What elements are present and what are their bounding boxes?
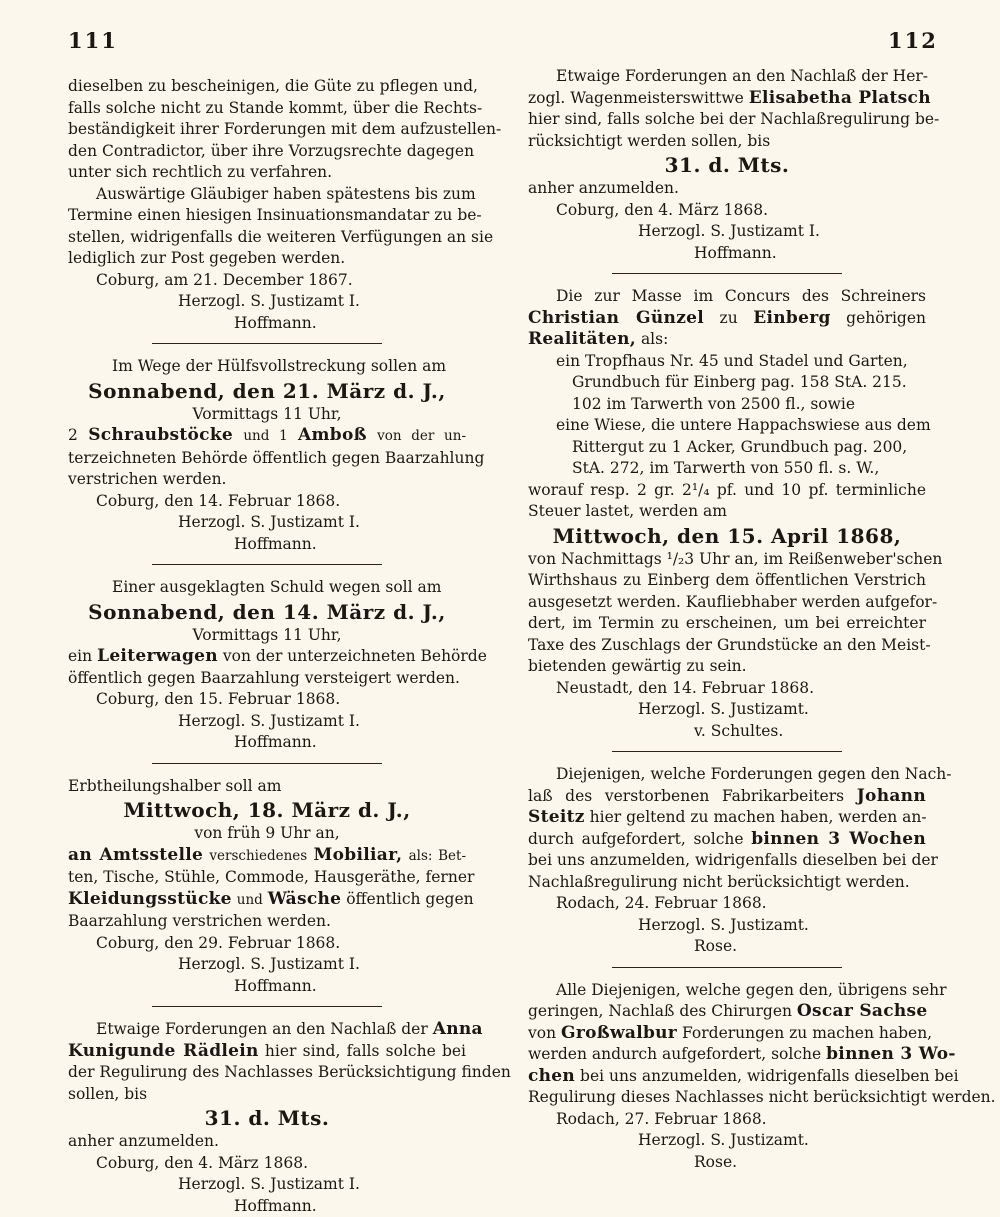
person-name: Kunigunde Rädlein — [68, 1041, 259, 1061]
signatory: Hoffmann. — [528, 243, 926, 265]
text-line: Die zur Masse im Concurs des Schreiners — [528, 286, 926, 308]
deadline: binnen 3 Wochen — [751, 829, 926, 849]
text-line: eine Wiese, die untere Happachswiese aus dem — [528, 415, 926, 437]
place-date: Coburg, den 4. März 1868. — [528, 200, 926, 222]
deadline-date: 31. d. Mts. — [68, 1105, 466, 1131]
text-line — [528, 1001, 926, 1023]
signatory: Rose. — [528, 1152, 926, 1174]
text-line: bei uns anzumelden, widrigenfalls dieselben bei der — [528, 850, 926, 872]
person-name: Anna — [433, 1019, 483, 1039]
text-line — [68, 1041, 466, 1063]
text-line: Vormittags 11 Uhr, — [68, 625, 466, 647]
person-name: Oscar Sachse — [797, 1001, 928, 1021]
item-name: Amboß — [298, 425, 367, 445]
text-span: verschiedenes — [209, 848, 307, 864]
right-column — [528, 66, 926, 1173]
text-line: Steuer lastet, werden am — [528, 501, 926, 523]
text-line: 102 im Tarwerth von 2500 fl., sowie — [528, 394, 926, 416]
place-date: Coburg, den 4. März 1868. — [68, 1153, 466, 1175]
text-span: von der un- — [377, 428, 466, 444]
text-line: falls solche nicht zu Stande kommt, über die Rechts- — [68, 98, 466, 120]
text-line: unter sich rechtlich zu verfahren. — [68, 162, 466, 184]
text-span: Forderungen zu machen haben, — [682, 1024, 932, 1042]
text-line: terzeichneten Behörde öffentlich gegen Baarzahlung — [68, 448, 466, 470]
text-line: der Regulirung des Nachlasses Berücksichtigung finden — [68, 1062, 466, 1084]
page-number-right: 112 — [888, 30, 938, 52]
divider — [612, 273, 843, 274]
text-line: Regulirung dieses Nachlasses nicht berücksichtigt werden. — [528, 1087, 926, 1109]
text-line — [68, 646, 466, 668]
notice-auction-furniture — [68, 776, 466, 998]
text-line — [528, 1044, 926, 1066]
item-name: Realitäten, — [528, 329, 636, 349]
signatory: Hoffmann. — [68, 732, 466, 754]
place-date: Coburg, den 15. Februar 1868. — [68, 689, 466, 711]
text-line: Etwaige Forderungen an den Nachlaß der Her- — [528, 66, 926, 88]
issuing-authority: Herzogl. S. Justizamt. — [528, 915, 926, 937]
text-line: Erbtheilungshalber soll am — [68, 776, 466, 798]
text-span: öffentlich gegen — [346, 890, 473, 908]
item-name: Kleidungsstücke — [68, 889, 232, 909]
issuing-authority: Herzogl. S. Justizamt I. — [68, 512, 466, 534]
text-span: zu — [720, 309, 738, 327]
text-line: öffentlich gegen Baarzahlung versteigert werden. — [68, 668, 466, 690]
issuing-authority: Herzogl. S. Justizamt. — [528, 1130, 926, 1152]
notice-concurs-guenzel — [528, 286, 926, 742]
text-line — [528, 1023, 926, 1045]
text-span: hier geltend zu machen haben, werden an- — [590, 808, 927, 826]
text-line: rücksichtigt werden sollen, bis — [528, 131, 926, 153]
signatory: v. Schultes. — [528, 721, 926, 743]
text-line: sollen, bis — [68, 1084, 466, 1106]
deadline: binnen 3 Wo- — [826, 1044, 956, 1064]
place-date: Coburg, am 21. December 1867. — [68, 270, 466, 292]
signatory: Rose. — [528, 936, 926, 958]
place-date: Rodach, 24. Februar 1868. — [528, 893, 926, 915]
signatory: Hoffmann. — [68, 976, 466, 998]
text-line: Taxe des Zuschlags der Grundstücke an den Meist- — [528, 635, 926, 657]
place-date: Neustadt, den 14. Februar 1868. — [528, 678, 926, 700]
text-line — [528, 329, 926, 351]
place-name: Einberg — [753, 308, 830, 328]
notice-estate-sachse — [528, 980, 926, 1174]
text-span: gehörigen — [846, 309, 926, 327]
text-span: als: — [641, 330, 668, 348]
signatory: Hoffmann. — [68, 313, 466, 335]
text-span: von — [528, 1024, 556, 1042]
text-line: ten, Tische, Stühle, Commode, Hausgeräthe, ferner — [68, 867, 466, 889]
text-span: von der unterzeichneten Behörde — [223, 647, 487, 665]
text-line: Einer ausgeklagten Schuld wegen soll am — [68, 577, 466, 599]
text-line: Rittergut zu 1 Acker, Grundbuch pag. 200, — [528, 437, 926, 459]
text-span: geringen, Nachlaß des Chirurgen — [528, 1002, 792, 1020]
notice-estate-steitz — [528, 764, 926, 958]
item-name: an Amtsstelle — [68, 845, 203, 865]
text-line: beständigkeit ihrer Forderungen mit dem aufzustellen- — [68, 119, 466, 141]
issuing-authority: Herzogl. S. Justizamt I. — [68, 1174, 466, 1196]
issuing-authority: Herzogl. S. Justizamt. — [528, 699, 926, 721]
notice-auction-vices — [68, 356, 466, 555]
text-line: ein Tropfhaus Nr. 45 und Stadel und Garten, — [528, 351, 926, 373]
text-span: durch aufgefordert, solche — [528, 830, 744, 848]
text-line: Baarzahlung verstrichen werden. — [68, 911, 466, 933]
text-line: StA. 272, im Tarwerth von 550 fl. s. W., — [528, 458, 926, 480]
deadline-date: 31. d. Mts. — [528, 152, 926, 178]
text-span: zogl. Wagenmeisterswittwe — [528, 89, 744, 107]
text-span: laß des verstorbenen Fabrikarbeiters — [528, 787, 844, 805]
place-name: Großwalbur — [561, 1023, 677, 1043]
issuing-authority: Herzogl. S. Justizamt I. — [68, 711, 466, 733]
notice-estate-platsch — [528, 66, 926, 264]
issuing-authority: Herzogl. S. Justizamt I. — [68, 291, 466, 313]
person-name: Elisabetha Platsch — [749, 88, 931, 108]
text-line — [68, 1019, 466, 1041]
text-line: von früh 9 Uhr an, — [68, 823, 466, 845]
notice-creditors-continuation — [68, 76, 466, 334]
deadline: chen — [528, 1066, 575, 1086]
text-line: ausgesetzt werden. Kaufliebhaber werden aufgefor- — [528, 592, 926, 614]
issuing-authority: Herzogl. S. Justizamt I. — [528, 221, 926, 243]
text-line: Diejenigen, welche Forderungen gegen den Nach- — [528, 764, 926, 786]
text-line — [68, 425, 466, 448]
text-line — [68, 845, 466, 868]
text-line: lediglich zur Post gegeben werden. — [68, 248, 466, 270]
text-line — [528, 786, 926, 808]
text-span: und 1 — [243, 428, 287, 444]
place-date: Coburg, den 14. Februar 1868. — [68, 491, 466, 513]
text-span: und — [237, 892, 263, 908]
notice-auction-wagon — [68, 577, 466, 754]
text-line: dert, im Termin zu erscheinen, um bei erreichter — [528, 613, 926, 635]
text-span: als: Bet- — [409, 848, 466, 864]
issuing-authority: Herzogl. S. Justizamt I. — [68, 954, 466, 976]
text-line — [528, 308, 926, 330]
text-span: ein — [68, 647, 92, 665]
signatory: Hoffmann. — [68, 1196, 466, 1217]
divider — [152, 1006, 383, 1007]
text-line: Vormittags 11 Uhr, — [68, 404, 466, 426]
auction-date: Mittwoch, den 15. April 1868, — [528, 523, 926, 549]
text-span: 2 — [68, 426, 78, 444]
text-line: verstrichen werden. — [68, 469, 466, 491]
text-span: Etwaige Forderungen an den Nachlaß der — [96, 1020, 428, 1038]
text-line: Grundbuch für Einberg pag. 158 StA. 215. — [528, 372, 926, 394]
text-line — [528, 807, 926, 829]
item-name: Wäsche — [268, 889, 342, 909]
place-date: Rodach, 27. Februar 1868. — [528, 1109, 926, 1131]
divider — [152, 763, 383, 764]
text-line: von Nachmittags ¹/₂3 Uhr an, im Reißenweber'schen — [528, 549, 926, 571]
text-line: Alle Diejenigen, welche gegen den, übrigens sehr — [528, 980, 926, 1002]
person-name: Christian Günzel — [528, 308, 704, 328]
place-date: Coburg, den 29. Februar 1868. — [68, 933, 466, 955]
text-line: anher anzumelden. — [68, 1131, 466, 1153]
divider — [152, 343, 383, 344]
text-line — [528, 829, 926, 851]
text-span: werden andurch aufgefordert, solche — [528, 1045, 821, 1063]
text-line: Termine einen hiesigen Insinuationsmandatar zu be- — [68, 205, 466, 227]
divider — [612, 967, 843, 968]
text-line: bietenden gewärtig zu sein. — [528, 656, 926, 678]
item-name: Leiterwagen — [97, 646, 218, 666]
text-line — [528, 88, 926, 110]
page-number-left: 111 — [68, 30, 118, 52]
text-line: Im Wege der Hülfsvollstreckung sollen am — [68, 356, 466, 378]
divider — [612, 751, 843, 752]
person-name: Johann — [857, 786, 926, 806]
notice-estate-raedlein — [68, 1019, 466, 1217]
auction-date: Sonnabend, den 21. März d. J., — [68, 378, 466, 404]
item-name: Mobiliar, — [314, 845, 403, 865]
text-line: Nachlaßregulirung nicht berücksichtigt werden. — [528, 872, 926, 894]
auction-date: Sonnabend, den 14. März d. J., — [68, 599, 466, 625]
text-line: dieselben zu bescheinigen, die Güte zu pflegen und, — [68, 76, 466, 98]
text-line: hier sind, falls solche bei der Nachlaßregulirung be- — [528, 109, 926, 131]
text-line: Auswärtige Gläubiger haben spätestens bis zum — [68, 184, 466, 206]
divider — [152, 564, 383, 565]
auction-date: Mittwoch, 18. März d. J., — [68, 797, 466, 823]
item-name: Schraubstöcke — [88, 425, 233, 445]
text-line — [528, 1066, 926, 1088]
text-line — [68, 889, 466, 912]
text-line: Wirthshaus zu Einberg dem öffentlichen Verstrich — [528, 570, 926, 592]
text-line: worauf resp. 2 gr. 2¹/₄ pf. und 10 pf. terminliche — [528, 480, 926, 502]
text-line: anher anzumelden. — [528, 178, 926, 200]
person-name: Steitz — [528, 807, 585, 827]
text-span: bei uns anzumelden, widrigenfalls dieselben bei — [580, 1067, 959, 1085]
signatory: Hoffmann. — [68, 534, 466, 556]
left-column — [68, 76, 466, 1217]
text-line: stellen, widrigenfalls die weiteren Verfügungen an sie — [68, 227, 466, 249]
text-span: hier sind, falls solche bei — [265, 1042, 466, 1060]
text-line: den Contradictor, über ihre Vorzugsrechte dagegen — [68, 141, 466, 163]
